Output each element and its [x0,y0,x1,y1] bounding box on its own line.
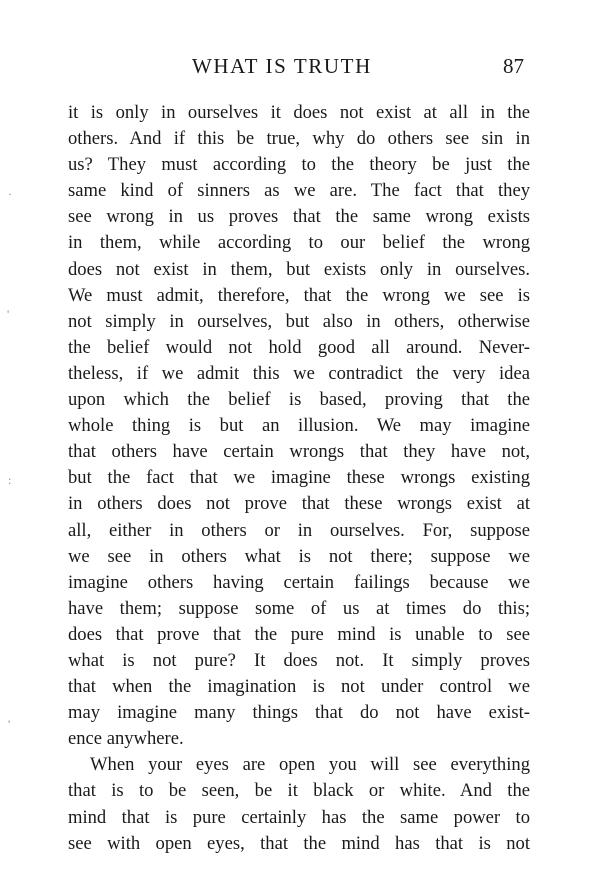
body-text [68,100,530,857]
text-line: imagine others having certain failings because we [68,571,530,593]
text-line: it is only in ourselves it does not exist at all in the [68,102,530,123]
text-line: the belief would not hold good all around. Never- [68,336,530,358]
text-line: we see in others what is not there; suppose we [68,545,530,567]
text-line: what is not pure? It does not. It simply proves [68,649,530,671]
page-number: 87 [503,54,524,78]
text-line: others. And if this be true, why do others see sin in [68,128,530,150]
text-line: does that prove that the pure mind is unable to see [68,623,530,645]
text-line: in them, while according to our belief the wrong [68,232,530,254]
running-header [68,52,530,82]
scan-speck: : [8,473,12,487]
text-line: does not exist in them, but exists only in ourselves. [68,258,530,280]
text-line: upon which the belief is based, proving that the [68,389,530,411]
text-line: have them; suppose some of us at times do this; [68,597,530,619]
paragraph-last-line: ence anywhere. [68,728,184,750]
text-line: mind that is pure certainly has the same power to [68,806,530,828]
text-line: us? They must according to the theory be just the [68,154,530,176]
text-line: may imagine many things that do not have exist- [68,702,530,724]
paragraph-first-line: When your eyes are open you will see everything [90,754,530,776]
text-line: theless, if we admit this we contradict the very idea [68,362,530,384]
scan-speck: ' [8,717,11,731]
scan-speck: · [8,187,12,201]
text-line: that is to be seen, be it black or white. And the [68,780,530,802]
text-line: see wrong in us proves that the same wrong exists [68,206,530,228]
text-line: in others does not prove that these wrongs exist at [68,493,530,515]
text-line: that others have certain wrongs that they have not, [68,441,530,463]
running-title: WHAT IS TRUTH [192,54,372,78]
text-line: We must admit, therefore, that the wrong we see is [68,284,530,306]
text-line: all, either in others or in ourselves. For, suppose [68,519,530,541]
text-line: whole thing is but an illusion. We may imagine [68,415,530,437]
text-line: not simply in ourselves, but also in others, otherwise [68,310,530,332]
text-line: but the fact that we imagine these wrongs existing [68,467,530,489]
text-line: same kind of sinners as we are. The fact that they [68,180,530,202]
scan-speck: ' [7,307,10,321]
text-line: that when the imagination is not under control we [68,676,530,698]
text-line: see with open eyes, that the mind has that is not [68,832,530,854]
